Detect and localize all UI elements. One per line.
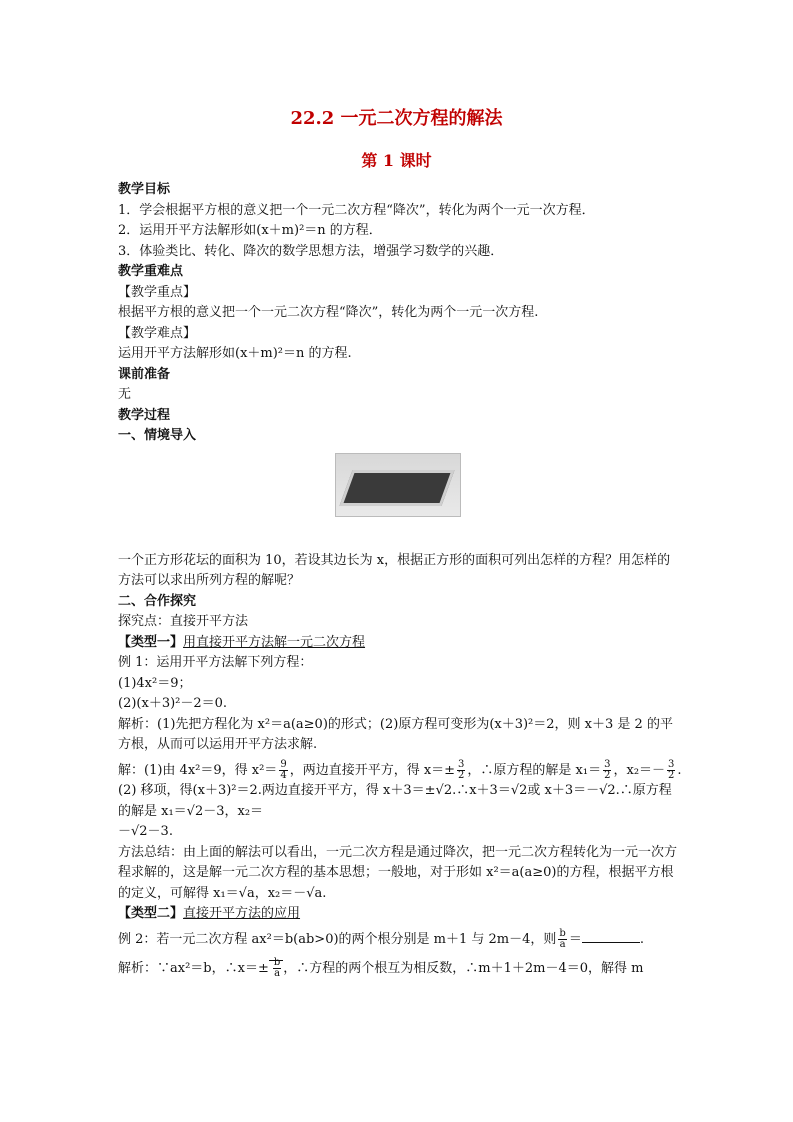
- keypoint-label: 【教学重点】: [118, 284, 197, 300]
- keypoints-heading: 教学重难点: [118, 264, 184, 279]
- type2-title: 直接开平方法的应用: [183, 906, 301, 921]
- example1-solution-b: (2) 移项，得(x＋3)²＝2.两边直接开平方，得 x＋3＝±√2.∴x＋3＝√2或 x＋3＝－√2.∴原方程的解是 x₁＝√2－3，x₂＝: [118, 783, 672, 819]
- type1-title: 用直接开平方法解一元二次方程: [183, 634, 366, 650]
- type2-heading: [118, 904, 678, 925]
- solution-text: 解：(1)由 4x²＝9，得 x²＝: [118, 762, 278, 778]
- intro-paragraph: 一个正方形花坛的面积为 10，若设其边长为 x，根据正方形的面积可列出怎样的方程？用怎样的方法可以求出所列方程的解呢？: [118, 552, 671, 588]
- example2-text: 例 2：若一元二次方程 ax²＝b(ab>0)的两个根分别是 m＋1 与 2m－4，则: [118, 931, 557, 947]
- goal-item: 2．运用开平方法解形如(x＋m)²＝n 的方程．: [118, 223, 382, 238]
- denominator: 4: [280, 769, 287, 781]
- denominator: a: [559, 938, 566, 950]
- denominator: 2: [604, 769, 611, 781]
- numerator: 3: [668, 758, 675, 770]
- example1-intro: 例 1：运用开平方法解下列方程：: [118, 655, 313, 670]
- example2: [118, 929, 678, 951]
- solution-text: ，∴原方程的解是 x₁＝: [467, 762, 602, 778]
- solution-text: ，x₂＝－: [613, 762, 666, 778]
- method-summary: 方法总结：由上面的解法可以看出，一元二次方程是通过降次，把一元二次方程转化为一元一次方程求解的，这是解一元二次方程的基本思想；一般地，对于形如 x²＝a(a≥0)的方程，根据平方根的定义，可解得 x₁＝√a，x₂＝－√a.: [118, 844, 678, 901]
- example1-part-b: (2)(x＋3)²－2＝0.: [118, 696, 228, 711]
- analysis-text: 解析：∵ax²＝b，∴x＝±: [118, 961, 269, 976]
- example1-solution-b-end: －√2－3.: [118, 824, 173, 839]
- keypoint-text: 根据平方根的意义把一个一元二次方程“降次”，转化为两个一元一次方程.: [118, 305, 539, 320]
- denominator: 2: [668, 769, 675, 781]
- example1-part-a: (1)4x²＝9；: [118, 675, 192, 691]
- fraction: [279, 760, 287, 781]
- fraction: [558, 929, 566, 950]
- difficulty-label: 【教学难点】: [118, 325, 197, 341]
- type2-bracket: 【类型二】: [118, 906, 184, 921]
- goals-heading: 教学目标: [118, 182, 171, 197]
- section-explore-heading: 二、合作探究: [118, 593, 197, 609]
- solution-text: ，两边直接开平方，得 x＝±: [289, 762, 456, 778]
- numerator: 9: [280, 758, 287, 770]
- example1-solution-a: 解：(1)由 4x²＝9，得 x²＝ $\frac{9}{4}$ ，两边直接开平方，得 x＝± $\frac{3}{2}$ ，∴原方程的解是 x₁＝ $\frac{3}{2}$ ，x₂＝－ $\frac{3}{2}$ .: [118, 758, 682, 781]
- explore-topic: 探究点：直接开平方法: [118, 614, 249, 629]
- flowerbed-figure: [118, 453, 678, 543]
- fraction: [603, 760, 611, 781]
- goal-item: 1．学会根据平方根的意义把一个一元二次方程“降次”，转化为两个一元一次方程．: [118, 202, 595, 218]
- flowerbed-photo: [335, 453, 461, 517]
- denominator: a: [274, 968, 281, 979]
- example2-analysis: [118, 958, 678, 980]
- sqrt-fraction: [269, 957, 283, 979]
- numerator: 3: [458, 758, 465, 770]
- numerator: b: [559, 927, 566, 939]
- prep-heading: 课前准备: [118, 366, 171, 382]
- page-title: 22.2 一元二次方程的解法: [290, 108, 503, 129]
- fraction: [457, 760, 465, 781]
- type1-heading: [118, 633, 678, 654]
- lesson-subtitle: 第 1 课时: [361, 151, 432, 170]
- lesson-content: [118, 180, 682, 980]
- type1-bracket: 【类型一】: [118, 634, 184, 650]
- section-intro-heading: 一、情境导入: [118, 428, 197, 443]
- process-heading: 教学过程: [118, 407, 171, 423]
- example2-equals: ＝: [568, 931, 582, 947]
- example2-end: .: [639, 931, 644, 947]
- denominator: 2: [458, 769, 465, 781]
- numerator: 3: [604, 758, 611, 770]
- fraction: [273, 958, 281, 979]
- analysis-text: ，∴方程的两个根互为相反数，∴m＋1＋2m－4＝0，解得 m: [283, 961, 644, 976]
- goal-item: 3．体验类比、转化、降次的数学思想方法，增强学习数学的兴趣．: [118, 243, 504, 259]
- difficulty-text: 运用开平方法解形如(x＋m)²＝n 的方程.: [118, 346, 352, 361]
- fraction: [667, 760, 675, 781]
- answer-blank: [582, 942, 640, 943]
- numerator: b: [273, 957, 281, 968]
- example1-analysis: 解析：(1)先把方程化为 x²＝a(a≥0)的形式；(2)原方程可变形为(x＋3)²＝2，则 x＋3 是 2 的平方根，从而可以运用开平方法求解.: [118, 716, 673, 752]
- prep-text: 无: [118, 387, 132, 402]
